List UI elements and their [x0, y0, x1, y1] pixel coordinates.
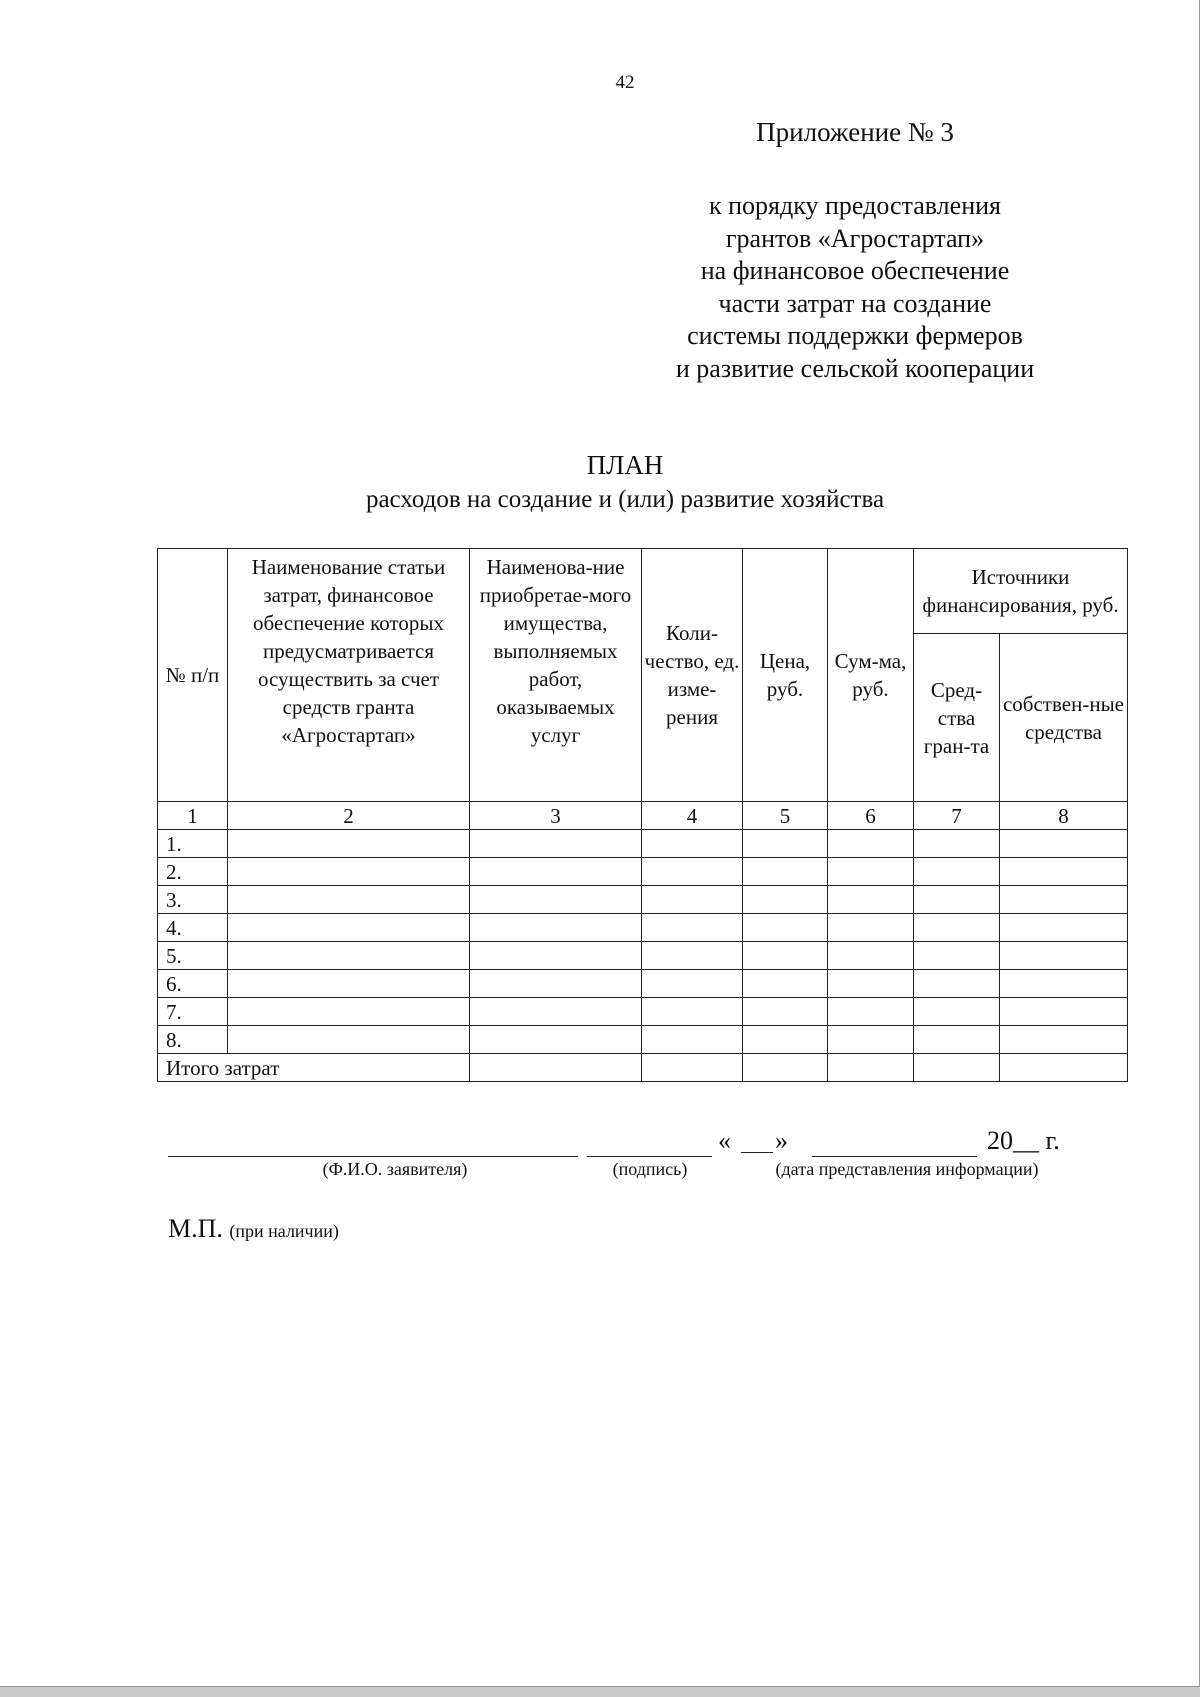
- table-cell[interactable]: [828, 970, 914, 998]
- table-cell[interactable]: [1000, 942, 1128, 970]
- table-cell[interactable]: [228, 942, 470, 970]
- appendix-line: грантов «Агростартап»: [725, 223, 985, 253]
- table-cell[interactable]: [470, 998, 642, 1026]
- caption-applicant-name: (Ф.И.О. заявителя): [322, 1159, 468, 1179]
- table-row: [158, 830, 1128, 858]
- total-row: [158, 1054, 1128, 1082]
- row-number: 8.: [158, 1026, 228, 1054]
- column-number: 8: [1000, 802, 1128, 830]
- table-cell[interactable]: [642, 1054, 743, 1082]
- table-cell[interactable]: [914, 914, 1000, 942]
- table-cell[interactable]: [470, 1026, 642, 1054]
- header-property-name: Наименова-ние приобретае-мого имущества, выполняемых работ, оказываемых услуг: [470, 549, 642, 802]
- table-cell[interactable]: [828, 1026, 914, 1054]
- table-cell[interactable]: [743, 886, 828, 914]
- plan-subtitle: расходов на создание и (или) развитие хозяйства: [365, 486, 885, 513]
- table-cell[interactable]: [642, 970, 743, 998]
- stamp-label: М.П.: [168, 1214, 223, 1243]
- table-cell[interactable]: [642, 1026, 743, 1054]
- table-cell[interactable]: [642, 858, 743, 886]
- plan-title: ПЛАН: [586, 450, 664, 480]
- table-cell[interactable]: [1000, 886, 1128, 914]
- header-expense-item: Наименование статьи затрат, финансовое обеспечение которых предусматривается осуществить за счет средств гранта «Агростартап»: [228, 549, 470, 802]
- table-cell[interactable]: [470, 1054, 642, 1082]
- appendix-line: части затрат на создание: [718, 288, 992, 318]
- table-cell[interactable]: [470, 830, 642, 858]
- appendix-line: и развитие сельской кооперации: [675, 353, 1035, 383]
- table-row: [158, 886, 1128, 914]
- table-row: [158, 998, 1128, 1026]
- column-number: 6: [828, 802, 914, 830]
- table-cell[interactable]: [743, 942, 828, 970]
- table-cell[interactable]: [828, 1054, 914, 1082]
- table-cell[interactable]: [228, 970, 470, 998]
- row-number: 7.: [158, 998, 228, 1026]
- table-cell[interactable]: [228, 1026, 470, 1054]
- header-financing-sources: Источники финансирования, руб.: [914, 549, 1128, 634]
- table-cell[interactable]: [1000, 858, 1128, 886]
- table-cell[interactable]: [914, 1054, 1000, 1082]
- header-sum: Сум-ма, руб.: [828, 549, 914, 802]
- table-cell[interactable]: [470, 858, 642, 886]
- row-number: 1.: [158, 830, 228, 858]
- row-number: 6.: [158, 970, 228, 998]
- column-number: 1: [158, 802, 228, 830]
- applicant-name-line[interactable]: [168, 1156, 578, 1157]
- header-grant-funds: Сред-ства гран-та: [914, 634, 1000, 802]
- column-number: 5: [743, 802, 828, 830]
- column-number-row: [158, 802, 1128, 830]
- header-price: Цена, руб.: [743, 549, 828, 802]
- table-cell[interactable]: [470, 914, 642, 942]
- column-number: 2: [228, 802, 470, 830]
- table-cell[interactable]: [642, 830, 743, 858]
- row-number: 3.: [158, 886, 228, 914]
- table-cell[interactable]: [1000, 998, 1128, 1026]
- table-cell[interactable]: [914, 858, 1000, 886]
- column-number: 7: [914, 802, 1000, 830]
- column-number: 3: [470, 802, 642, 830]
- table-cell[interactable]: [914, 970, 1000, 998]
- table-cell[interactable]: [743, 914, 828, 942]
- table-cell[interactable]: [228, 886, 470, 914]
- table-cell[interactable]: [470, 942, 642, 970]
- appendix-reference: [640, 190, 1070, 385]
- caption-submission-date: (дата представления информации): [775, 1159, 1039, 1179]
- table-cell[interactable]: [228, 830, 470, 858]
- table-cell[interactable]: [1000, 970, 1128, 998]
- table-cell[interactable]: [228, 914, 470, 942]
- table-row: [158, 914, 1128, 942]
- table-cell[interactable]: [743, 1026, 828, 1054]
- table-cell[interactable]: [828, 998, 914, 1026]
- table-cell[interactable]: [828, 914, 914, 942]
- header-number: № п/п: [158, 549, 228, 802]
- table-cell[interactable]: [642, 998, 743, 1026]
- table-row: [158, 942, 1128, 970]
- table-cell[interactable]: [470, 886, 642, 914]
- table-cell[interactable]: [828, 830, 914, 858]
- page-number: 42: [615, 72, 635, 93]
- table-cell[interactable]: [642, 942, 743, 970]
- table-row: [158, 858, 1128, 886]
- table-cell[interactable]: [470, 970, 642, 998]
- row-number: 2.: [158, 858, 228, 886]
- table-cell[interactable]: [914, 1026, 1000, 1054]
- table-cell[interactable]: [1000, 914, 1128, 942]
- row-number: 4.: [158, 914, 228, 942]
- table-cell[interactable]: [1000, 830, 1128, 858]
- date-quote-close: »: [775, 1126, 788, 1155]
- date-quote-open: «: [718, 1126, 731, 1155]
- appendix-line: на финансовое обеспечение: [700, 256, 1010, 285]
- table-cell[interactable]: [914, 998, 1000, 1026]
- table-cell[interactable]: [1000, 1026, 1128, 1054]
- table-cell[interactable]: [743, 1054, 828, 1082]
- row-number: 5.: [158, 942, 228, 970]
- expense-plan-table: [157, 548, 1128, 1082]
- table-cell[interactable]: [743, 858, 828, 886]
- header-quantity: Коли-чество, ед. изме-рения: [642, 549, 743, 802]
- stamp-note: (при наличии): [229, 1221, 339, 1241]
- table-cell[interactable]: [642, 914, 743, 942]
- stamp-place: [168, 1214, 339, 1244]
- table-cell[interactable]: [743, 830, 828, 858]
- table-cell[interactable]: [743, 998, 828, 1026]
- table-cell[interactable]: [828, 942, 914, 970]
- caption-signature: (подпись): [612, 1159, 688, 1179]
- table-cell[interactable]: [228, 998, 470, 1026]
- appendix-title: Приложение № 3: [756, 117, 954, 147]
- table-row: [158, 1026, 1128, 1054]
- appendix-line: системы поддержки фермеров: [687, 321, 1023, 350]
- table-row: [158, 970, 1128, 998]
- date-month-line[interactable]: [812, 1156, 977, 1157]
- table-cell[interactable]: [642, 886, 743, 914]
- table-cell[interactable]: [914, 942, 1000, 970]
- date-day-line[interactable]: [741, 1152, 773, 1153]
- table-cell[interactable]: [914, 830, 1000, 858]
- column-number: 4: [642, 802, 743, 830]
- date-year: 20__ г.: [987, 1126, 1060, 1155]
- header-own-funds: собствен-ные средства: [1000, 634, 1128, 802]
- appendix-line: к порядку предоставления: [709, 191, 1001, 220]
- table-cell[interactable]: [828, 858, 914, 886]
- table-cell[interactable]: [1000, 1054, 1128, 1082]
- total-label: Итого затрат: [158, 1054, 470, 1082]
- table-cell[interactable]: [828, 886, 914, 914]
- table-cell[interactable]: [228, 858, 470, 886]
- table-cell[interactable]: [743, 970, 828, 998]
- signature-line[interactable]: [587, 1156, 712, 1157]
- table-cell[interactable]: [914, 886, 1000, 914]
